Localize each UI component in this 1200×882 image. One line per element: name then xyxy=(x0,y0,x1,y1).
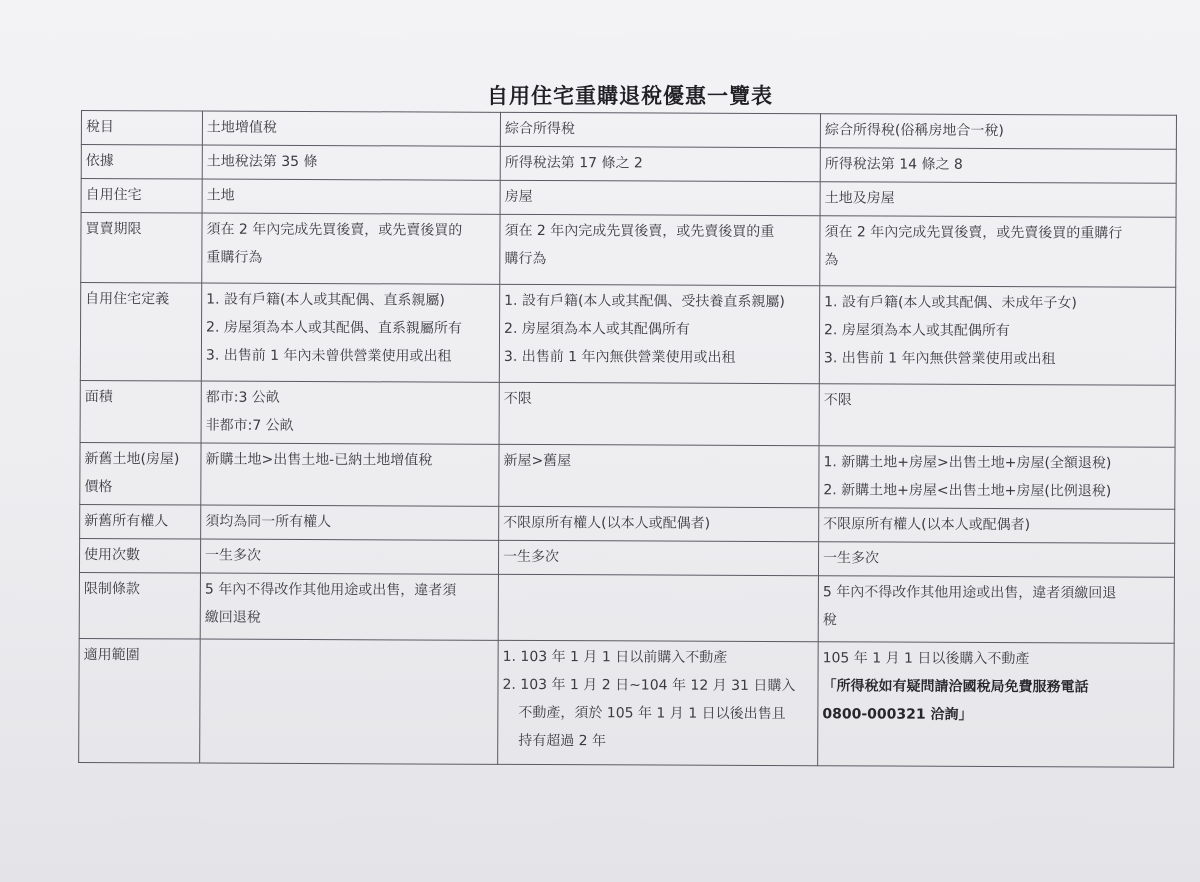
row-label: 限制條款 xyxy=(79,572,200,639)
table-cell: 105 年 1 月 1 日以後購入不動產 「所得稅如有疑問請洽國稅局免費服務電話 0800-000321 洽詢」 xyxy=(818,642,1175,768)
table-cell: 1. 設有戶籍(本人或其配偶、受扶養直系親屬) 2. 房屋須為本人或其配偶所有 3. 出售前 1 年內無供營業使用或出租 xyxy=(499,284,819,383)
table-cell: 須均為同一所有權人 xyxy=(201,505,499,540)
table-cell: 不限原所有權人(以本人或配偶者) xyxy=(499,506,819,541)
table-cell: 土地 xyxy=(202,179,500,214)
table-cell: 綜合所得稅 xyxy=(500,112,820,147)
table-row xyxy=(80,283,1175,386)
table-cell: 所得稅法第 14 條之 8 xyxy=(820,148,1176,184)
table-row xyxy=(80,380,1175,447)
tax-refund-table xyxy=(78,110,1177,768)
table-cell: 房屋 xyxy=(500,180,820,215)
table-row xyxy=(81,145,1176,184)
table-cell: 土地稅法第 35 條 xyxy=(202,145,500,180)
table-cell: 1. 設有戶籍(本人或其配偶、直系親屬) 2. 房屋須為本人或其配偶、直系親屬所有 3. 出售前 1 年內未曾供營業使用或出租 xyxy=(201,283,499,382)
table-cell: 5 年內不得改作其他用途或出售，違者須 繳回退稅 xyxy=(200,573,498,640)
table-cell: 1. 設有戶籍(本人或其配偶、未成年子女) 2. 房屋須為本人或其配偶所有 3. 出售前 1 年內無供營業使用或出租 xyxy=(819,286,1175,386)
row-label: 稅目 xyxy=(81,111,202,146)
table-cell: 須在 2 年內完成先買後賣，或先賣後買的 重購行為 xyxy=(202,213,500,284)
table-cell: 綜合所得稅(俗稱房地合一稅) xyxy=(820,114,1176,150)
table-row xyxy=(79,572,1174,643)
table-row xyxy=(80,504,1175,543)
table-row xyxy=(81,213,1176,288)
table-cell xyxy=(498,574,818,641)
row-label: 新舊土地(房屋) 價格 xyxy=(80,442,201,505)
table-cell: 土地及房屋 xyxy=(820,182,1176,218)
table-cell: 須在 2 年內完成先買後賣，或先賣後買的重購行 為 xyxy=(820,216,1176,288)
table-cell: 新屋>舊屋 xyxy=(499,444,819,507)
table-cell: 土地增值稅 xyxy=(202,111,500,146)
row-label: 使用次數 xyxy=(79,538,200,573)
table-row xyxy=(79,638,1175,767)
row-label: 買賣期限 xyxy=(81,213,202,284)
table-cell: 須在 2 年內完成先買後賣，或先賣後買的重 購行為 xyxy=(500,214,820,285)
table-cell: 一生多次 xyxy=(200,539,498,574)
table-cell: 都市:3 公畝 非都市:7 公畝 xyxy=(201,381,499,444)
table-cell: 一生多次 xyxy=(818,542,1174,578)
table-row xyxy=(79,538,1174,577)
table-row xyxy=(80,442,1175,509)
row-label: 自用住宅定義 xyxy=(80,283,201,382)
table-cell: 5 年內不得改作其他用途或出售，違者須繳回退 稅 xyxy=(818,576,1174,644)
table-cell: 新購土地>出售土地-已納土地增值稅 xyxy=(201,443,499,506)
row-label: 面積 xyxy=(80,380,201,443)
table-cell: 1. 103 年 1 月 1 日以前購入不動產 2. 103 年 1 月 2 日~104 年 12 月 31 日購入 不動產，須於 105 年 1 月 1 日以後出售且 持有超過 2 年 xyxy=(498,640,819,765)
table-cell xyxy=(200,639,499,764)
table-cell: 1. 新購土地+房屋>出售土地+房屋(全額退稅) 2. 新購土地+房屋<出售土地+房屋(比例退稅) xyxy=(819,446,1175,510)
row-label: 依據 xyxy=(81,145,202,180)
row-label: 自用住宅 xyxy=(81,179,202,214)
table-cell: 不限 xyxy=(819,384,1175,448)
row-label: 新舊所有權人 xyxy=(80,504,201,539)
table-cell: 一生多次 xyxy=(498,540,818,575)
table-row xyxy=(81,111,1176,150)
table-cell: 不限 xyxy=(499,382,819,445)
table-row xyxy=(81,179,1176,218)
table-cell: 不限原所有權人(以本人或配偶者) xyxy=(819,508,1175,544)
document-title: 自用住宅重購退稅優惠一覽表 xyxy=(487,84,773,108)
table-cell: 所得稅法第 17 條之 2 xyxy=(500,146,820,181)
row-label: 適用範圍 xyxy=(79,638,201,763)
